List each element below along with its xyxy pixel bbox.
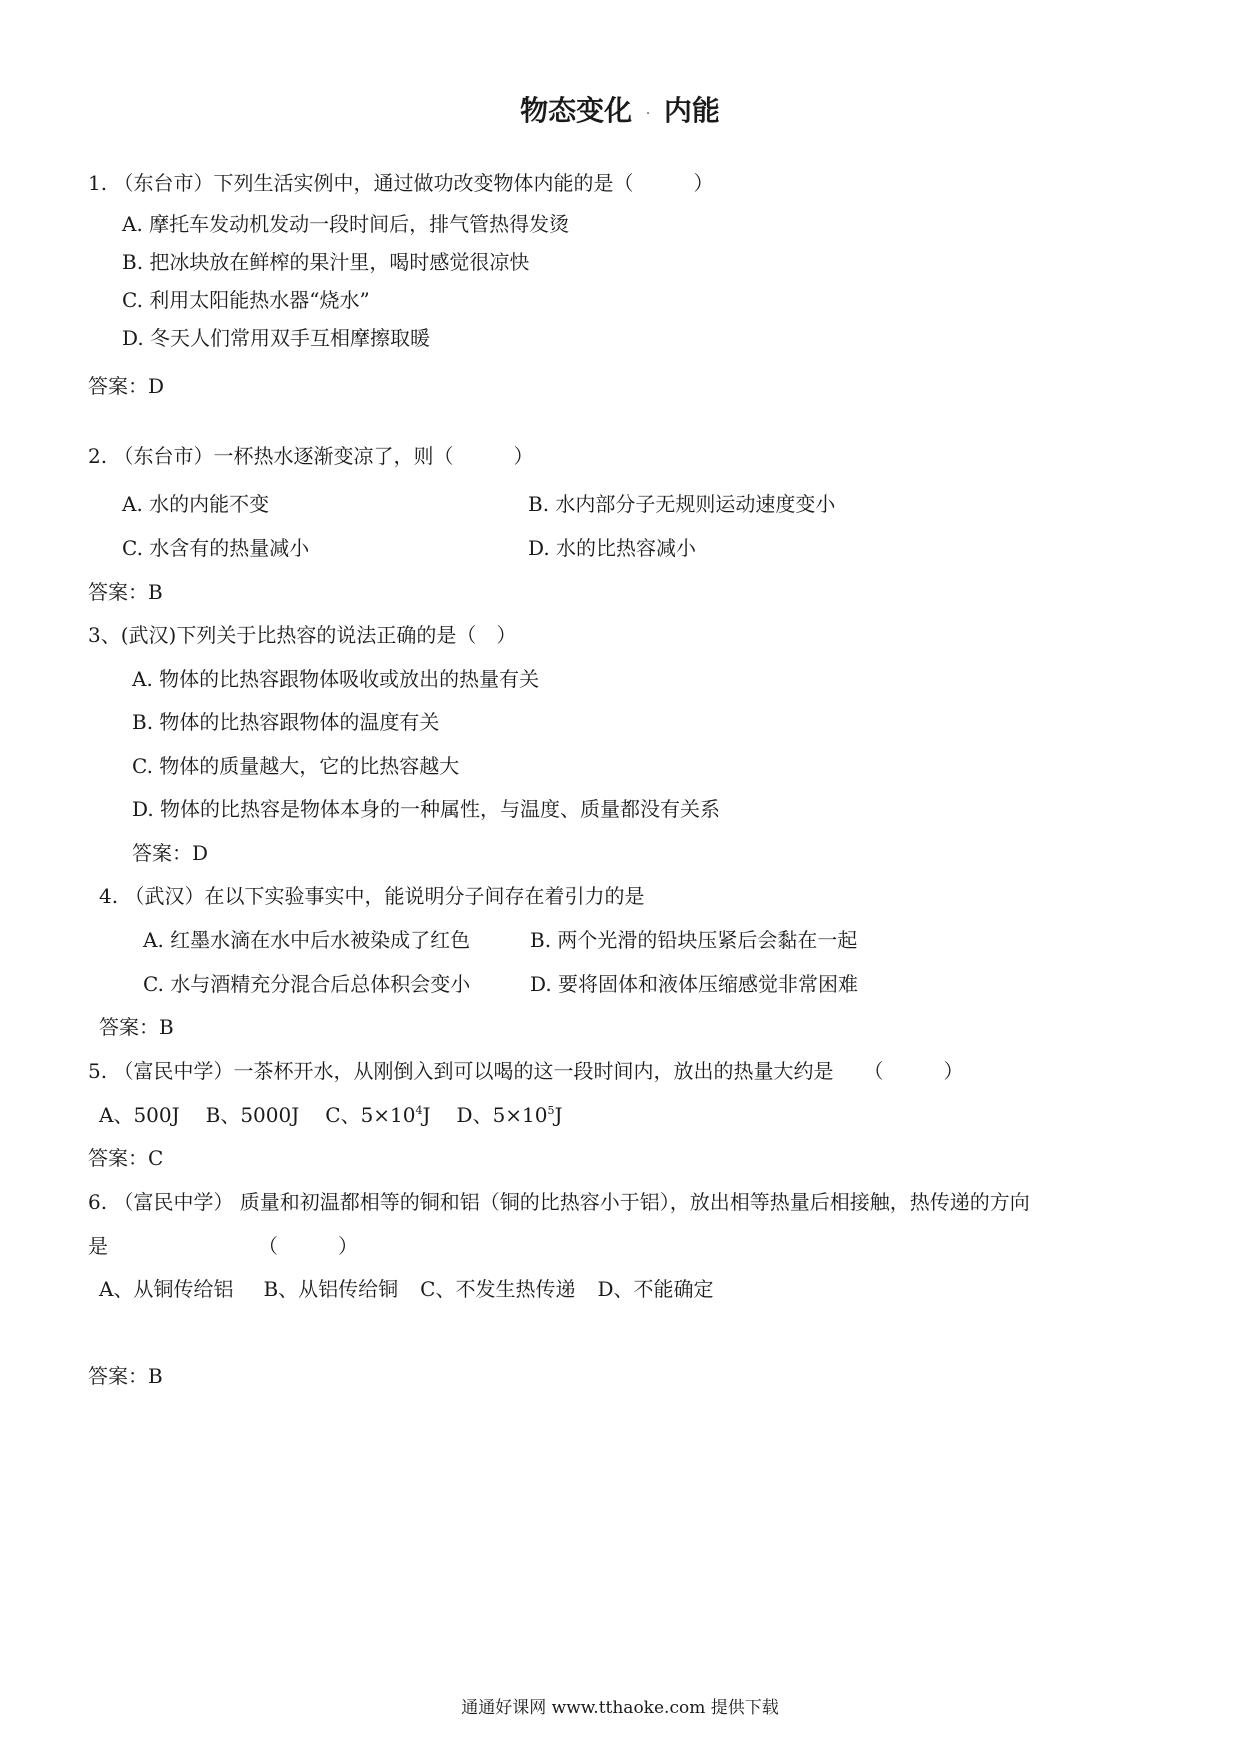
question-2-option-a: A. 水的内能不变 bbox=[122, 492, 270, 516]
footer-source: 通通好课网 www.tthaoke.com 提供下载 bbox=[461, 1698, 779, 1718]
question-6-option-a: A、从铜传给铝 bbox=[99, 1277, 234, 1301]
question-2-option-b: B. 水内部分子无规则运动速度变小 bbox=[528, 492, 836, 516]
question-4-option-b: B. 两个光滑的铅块压紧后会黏在一起 bbox=[530, 928, 858, 952]
question-6-options bbox=[99, 1277, 714, 1301]
question-6-option-b: B、从铝传给铜 bbox=[263, 1277, 399, 1301]
question-3-answer: 答案：D bbox=[132, 841, 209, 865]
question-4-answer: 答案：B bbox=[99, 1015, 174, 1039]
question-6-answer: 答案：B bbox=[88, 1364, 163, 1388]
question-4-option-a: A. 红墨水滴在水中后水被染成了红色 bbox=[143, 928, 471, 952]
question-1-stem: 1. （东台市）下列生活实例中，通过做功改变物体内能的是（ ） bbox=[88, 171, 714, 195]
question-3-option-d: D. 物体的比热容是物体本身的一种属性，与温度、质量都没有关系 bbox=[132, 797, 721, 821]
question-1-option-b: B. 把冰块放在鲜榨的果汁里，喝时感觉很凉快 bbox=[122, 250, 530, 274]
question-4-option-d: D. 要将固体和液体压缩感觉非常困难 bbox=[530, 972, 859, 996]
question-4-stem: 4. （武汉）在以下实验事实中，能说明分子间存在着引力的是 bbox=[99, 884, 645, 908]
question-1-option-c: C. 利用太阳能热水器“烧水” bbox=[122, 288, 370, 312]
question-2-option-c: C. 水含有的热量减小 bbox=[122, 536, 310, 560]
question-6-stem-line-2: 是 （ ） bbox=[88, 1234, 358, 1258]
question-5-option-d: D、$5\times 10^5J$ bbox=[456, 1103, 563, 1127]
question-6-stem-line-1: 6. （富民中学） 质量和初温都相等的铜和铝（铜的比热容小于铝），放出相等热量后相接触，热传递的方向 bbox=[88, 1190, 1030, 1214]
question-3-option-c: C. 物体的质量越大，它的比热容越大 bbox=[132, 754, 460, 778]
question-5-option-a: A、500J bbox=[99, 1103, 180, 1127]
question-5-stem: 5. （富民中学）一茶杯开水，从刚倒入到可以喝的这一段时间内，放出的热量大约是 （ ） bbox=[88, 1059, 964, 1083]
title-dot: . bbox=[646, 106, 650, 117]
question-4-option-c: C. 水与酒精充分混合后总体积会变小 bbox=[143, 972, 471, 996]
question-5-option-b: B、5000J bbox=[205, 1103, 300, 1127]
question-5-option-c: C、$5\times 10^4J$ bbox=[325, 1103, 431, 1127]
title-right: 内能 bbox=[663, 94, 720, 127]
question-3-stem: 3、(武汉)下列关于比热容的说法正确的是（ ） bbox=[88, 623, 517, 647]
page-title bbox=[0, 94, 1240, 129]
question-2-answer: 答案：B bbox=[88, 580, 163, 604]
question-1-option-d: D. 冬天人们常用双手互相摩擦取暖 bbox=[122, 326, 431, 350]
title-left: 物态变化 bbox=[520, 94, 633, 127]
question-5-options bbox=[99, 1103, 563, 1127]
question-2-option-d: D. 水的比热容减小 bbox=[528, 536, 697, 560]
question-6-option-c: C、不发生热传递 bbox=[420, 1277, 576, 1301]
question-6-option-d: D、不能确定 bbox=[597, 1277, 714, 1301]
question-1-answer: 答案：D bbox=[88, 374, 165, 398]
question-5-answer: 答案：C bbox=[88, 1146, 164, 1170]
question-3-option-b: B. 物体的比热容跟物体的温度有关 bbox=[132, 710, 440, 734]
question-2-stem: 2. （东台市）一杯热水逐渐变凉了，则（ ） bbox=[88, 444, 534, 468]
question-3-option-a: A. 物体的比热容跟物体吸收或放出的热量有关 bbox=[132, 667, 540, 691]
question-1-option-a: A. 摩托车发动机发动一段时间后，排气管热得发烫 bbox=[122, 212, 570, 236]
